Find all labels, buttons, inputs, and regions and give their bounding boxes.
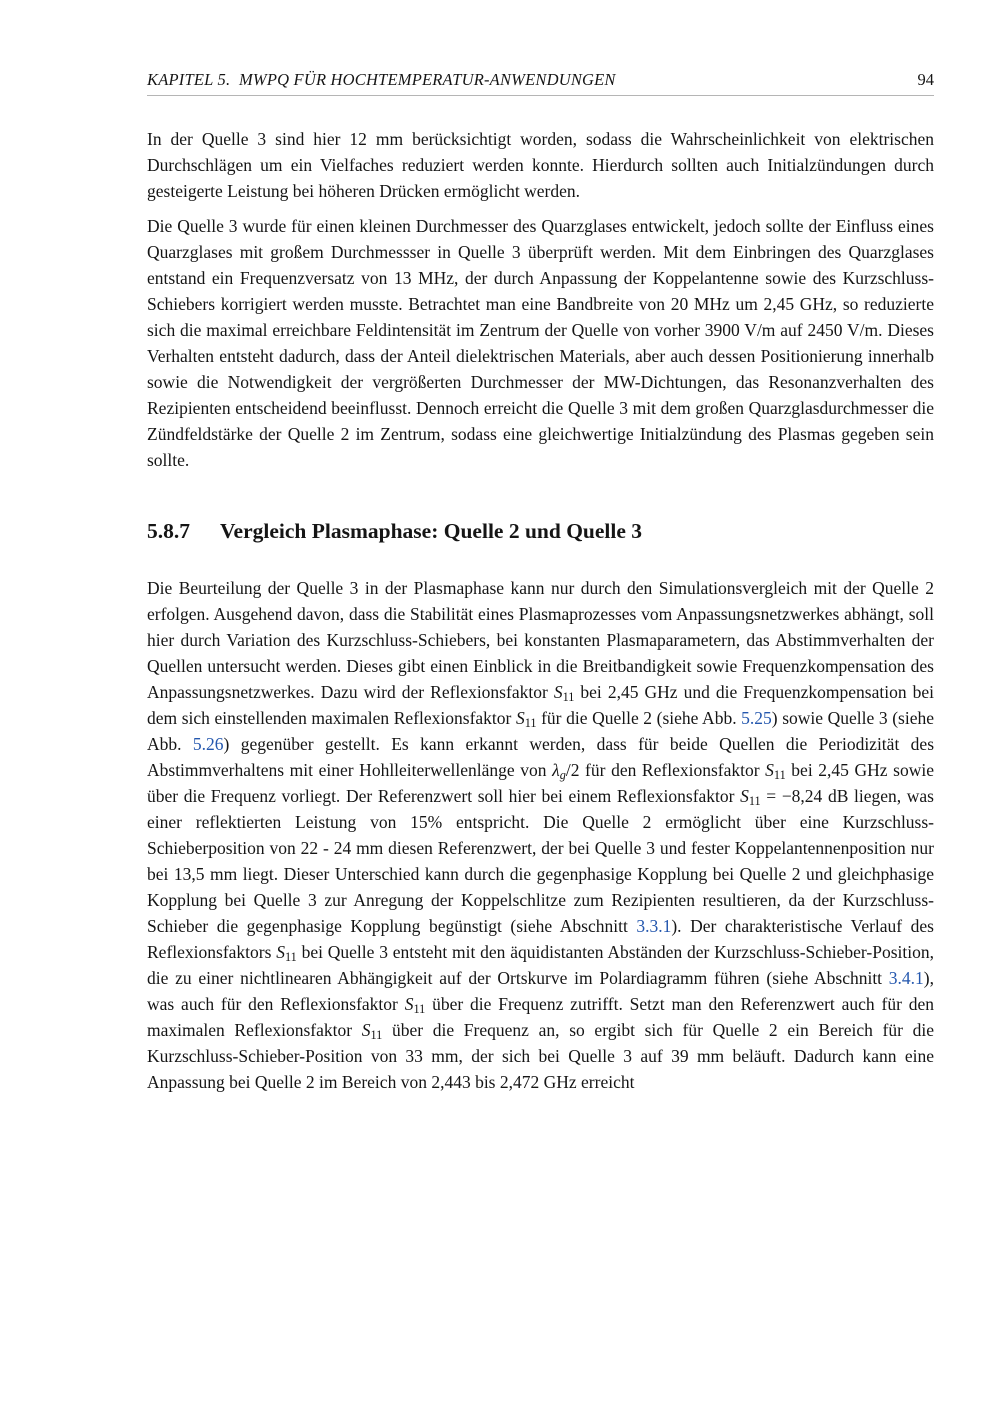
paragraph-2: Die Quelle 3 wurde für einen kleinen Durchmesser des Quarzglases entwickelt, jedoch sollte der Einfluss eines Quarzglases mit großem Durchmessser in Quelle 3 überprüft werden. Mit dem Einbringen des Quarzglases entstand ein Frequenzversatz von 13 MHz, der durch Anpassung der Koppelantenne sowie des Kurzschluss-Schiebers korrigiert werden musste. Betrachtet man eine Bandbreite von 20 MHz um 2,45 GHz, so reduzierte sich die maximal erreichbare Feldintensität im Zentrum der Quelle von vorher 3900 V/m auf 2450 V/m. Dieses Verhalten entsteht dadurch, dass der Anteil dielektrischen Materials, aber auch dessen Positionierung innerhalb sowie die Notwendigkeit der vergrößerten Durchmesser der MW-Dichtungen, das Resonanzverhalten des Rezipienten entscheidend beeinflusst. Dennoch erreicht die Quelle 3 mit dem großen Quarzglasdurchmesser die Zündfeldstärke der Quelle 2 im Zentrum, sodass eine gleichwertige Initialzündung des Plasmas gegeben sein sollte. <box>147 216 934 470</box>
text-run: ). Der charakteristische Verlauf des Reflexionsfaktors <box>147 915 934 962</box>
text-run: 11 <box>284 949 297 964</box>
ref-sec-3-3-1[interactable]: 3.3.1 <box>636 915 672 936</box>
text-run: = −8,24 dB liegen, was einer reflektierten Leistung von 15% entspricht. Die Quelle 2 ermöglicht über eine Kurzschluss-Schieberposition von 22 - 24 mm diesen Referenzwert, der bei Quelle 3 und fester Koppelantennenposition nur bei 13,5 mm liegt. Dieser Unterschied kann durch die gegenphasige Kopplung bei Quelle 2 und gleichphasige Kopplung bei Quelle 3 zur Anregung der Koppelschlitze zum Rezipienten resultieren, da der Kurzschluss-Schieber die gegenphasige Kopplung begünstigt (siehe Abschnitt <box>147 785 934 936</box>
running-header <box>147 70 934 96</box>
paragraph-1: In der Quelle 3 sind hier 12 mm berücksichtigt worden, sodass die Wahrscheinlichkeit von elektrischen Durchschlägen um ein Vielfaches reduziert werden konnte. Hierdurch sollten auch Initialzündungen durch gesteigerte Leistung bei höheren Drücken ermöglicht werden. <box>147 129 934 201</box>
section-number: 5.8.7 <box>147 519 190 543</box>
text-run: 11 <box>524 715 537 730</box>
page-body <box>147 126 934 1104</box>
text-run: 11 <box>748 793 761 808</box>
text-run: ), was auch für den Reflexionsfaktor <box>147 967 934 1014</box>
text-run: S <box>361 1019 371 1040</box>
text-run: ) sowie Quelle 3 (siehe Abb. <box>147 707 934 754</box>
section-heading-5-8-7 <box>147 519 934 545</box>
page-number: 94 <box>917 70 934 89</box>
text-run: 11 <box>413 1001 426 1016</box>
text-run: S <box>404 993 414 1014</box>
ref-fig-5-26[interactable]: 5.26 <box>192 733 224 754</box>
text-run: λ <box>552 759 560 780</box>
text-run: S <box>740 785 749 806</box>
text-run: über die Frequenz an, so ergibt sich für Quelle 2 ein Bereich für die Kurzschluss-Schieber-Position von 33 mm, der sich bei Quelle 3 auf 39 mm beläuft. Dadurch kann eine Anpassung bei Quelle 2 im Bereich von 2,443 bis 2,472 GHz erreicht <box>147 1019 934 1092</box>
text-run: über die Frequenz zutrifft. Setzt man den Referenzwert auch für den maximalen Reflexionsfaktor <box>147 993 934 1040</box>
text-run: g <box>559 767 566 782</box>
text-run: /2 für den Reflexionsfaktor <box>565 759 766 780</box>
ref-sec-3-4-1[interactable]: 3.4.1 <box>888 967 924 988</box>
text-run: 11 <box>773 767 786 782</box>
text-run: bei 2,45 GHz sowie über die Frequenz vorliegt. Der Referenzwert soll hier bei einem Reflexionsfaktor <box>147 759 934 806</box>
text-run: S <box>515 707 525 728</box>
ref-fig-5-25[interactable]: 5.25 <box>741 707 772 728</box>
text-run: Die Beurteilung der Quelle 3 in der Plasmaphase kann nur durch den Simulationsvergleich mit der Quelle 2 erfolgen. Ausgehend davon, dass die Stabilität eines Plasmaprozesses vom Anpassungsnetzwerkes abhängt, soll hier durch Variation des Kurzschluss-Schiebers, bei konstanten Plasmaparametern, das Abstimmverhalten der Quellen untersucht werden. Dieses gibt einen Einblick in die Breitbandigkeit sowie Frequenzkompensation des Anpassungsnetzwerkes. Dazu wird der Reflexionsfaktor <box>147 577 934 702</box>
section-title: Vergleich Plasmaphase: Quelle 2 und Quelle 3 <box>220 519 643 543</box>
text-run: ) gegenüber gestellt. Es kann erkannt werden, dass für beide Quellen die Periodizität des Abstimmverhaltens mit einer Hohlleiterwellenlänge von <box>147 733 934 780</box>
text-run: bei 2,45 GHz und die Frequenzkompensation bei dem sich einstellenden maximalen Reflexionsfaktor <box>147 681 934 728</box>
chapter-header-title: KAPITEL 5. MWPQ FÜR HOCHTEMPERATUR-ANWENDUNGEN <box>147 70 616 89</box>
text-run: 11 <box>562 689 575 704</box>
paragraph-3 <box>147 575 934 1095</box>
text-run: für die Quelle 2 (siehe Abb. <box>536 707 742 728</box>
text-run: bei Quelle 3 entsteht mit den äquidistanten Abständen der Kurzschluss-Schieber-Position, die zu einer nichtlinearen Abhängigkeit auf der Ortskurve im Polardiagramm führen (siehe Abschnitt <box>147 941 934 988</box>
text-run: S <box>276 941 285 962</box>
text-run: S <box>553 681 563 702</box>
text-run: 11 <box>370 1027 383 1042</box>
text-run: S <box>765 759 774 780</box>
